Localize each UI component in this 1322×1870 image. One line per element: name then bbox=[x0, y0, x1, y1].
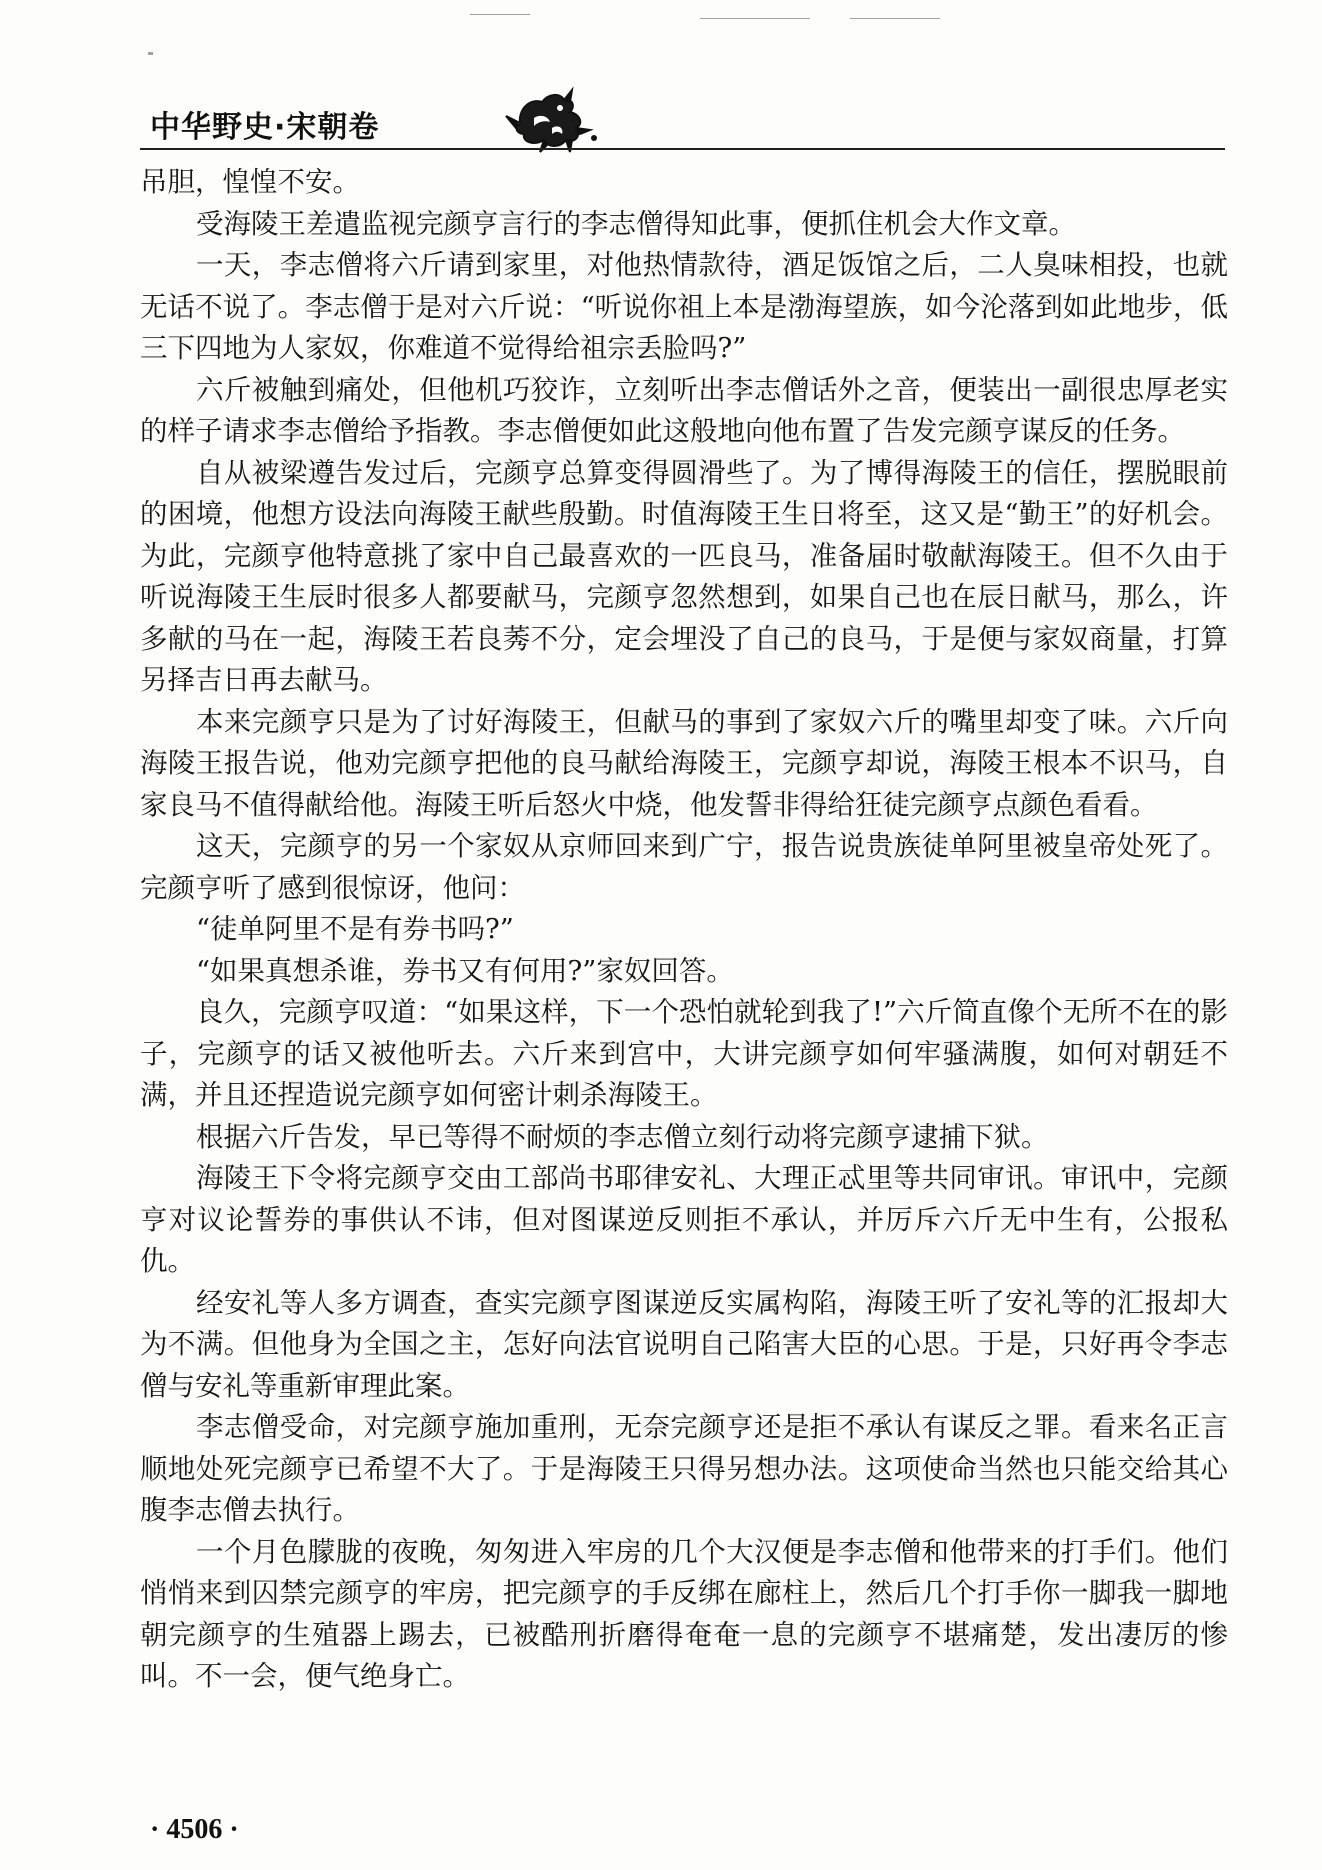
paragraph: 自从被梁遵告发过后，完颜亨总算变得圆滑些了。为了博得海陵王的信任，摆脱眼前的困境，他想方设法向海陵王献些殷勤。时值海陵王生日将至，这又是“勤王”的好机会。为此，完颜亨他特意挑了家中自己最喜欢的一匹良马，准备届时敬献海陵王。但不久由于听说海陵王生辰时很多人都要献马，完颜亨忽然想到，如果自己也在辰日献马，那么，许多献的马在一起，海陵王若良莠不分，定会埋没了自己的良马，于是便与家奴商量，打算另择吉日再去献马。 bbox=[140, 456, 1228, 696]
page-number: · 4506 · bbox=[150, 1814, 239, 1845]
paragraph: 六斤被触到痛处，但他机巧狡诈，立刻听出李志僧话外之音，便装出一副很忠厚老实的样子请求李志僧给予指教。李志僧便如此这般地向他布置了告发完颜亨谋反的任务。 bbox=[140, 373, 1228, 447]
paragraph: 一个月色朦胧的夜晚，匆匆进入牢房的几个大汉便是李志僧和他带来的打手们。他们悄悄来到囚禁完颜亨的牢房，把完颜亨的手反绑在廊柱上，然后几个打手你一脚我一脚地朝完颜亨的生殖器上踢去，已被酷刑折磨得奄奄一息的完颜亨不堪痛楚，发出凄厉的惨叫。不一会，便气绝身亡。 bbox=[140, 1535, 1228, 1692]
book-title: 中华野史·宋朝卷 bbox=[150, 110, 380, 145]
scan-speck bbox=[700, 18, 810, 19]
scan-speck bbox=[850, 18, 940, 19]
dragon-emblem-icon bbox=[490, 84, 600, 156]
dragon-emblem-svg bbox=[490, 84, 600, 156]
paragraph: “如果真想杀谁，券书又有何用?”家奴回答。 bbox=[196, 954, 734, 987]
page-header bbox=[140, 78, 1230, 158]
paragraph: 一天，李志僧将六斤请到家里，对他热情款待，酒足饭馆之后，二人臭味相投，也就无话不说了。李志僧于是对六斤说：“听说你祖上本是渤海望族，如今沦落到如此地步，低三下四地为人家奴，你难道不觉得给祖宗丢脸吗?” bbox=[140, 249, 1228, 364]
scan-speck bbox=[148, 52, 153, 55]
paragraph: “徒单阿里不是有券书吗?” bbox=[196, 913, 514, 945]
paragraph: 海陵王下令将完颜亨交由工部尚书耶律安礼、大理正忒里等共同审讯。审讯中，完颜亨对议论誓券的事供认不讳，但对图谋逆反则拒不承认，并厉斥六斤无中生有，公报私仇。 bbox=[140, 1162, 1228, 1277]
paragraph: 受海陵王差遣监视完颜亨言行的李志僧得知此事，便抓住机会大作文章。 bbox=[196, 207, 1076, 240]
paragraph: 吊胆，惶惶不安。 bbox=[140, 166, 360, 198]
paragraph: 本来完颜亨只是为了讨好海陵王，但献马的事到了家奴六斤的嘴里却变了味。六斤向海陵王报告说，他劝完颜亨把他的良马献给海陵王，完颜亨却说，海陵王根本不识马，自家良马不值得献给他。海陵王听后怒火中烧，他发誓非得给狂徒完颜亨点颜色看看。 bbox=[140, 705, 1228, 821]
paragraph: 经安礼等人多方调查，查实完颜亨图谋逆反实属构陷，海陵王听了安礼等的汇报却大为不满。但他身为全国之主，怎好向法官说明自己陷害大臣的心思。于是，只好再令李志僧与安礼等重新审理此案。 bbox=[140, 1286, 1228, 1402]
article-body bbox=[140, 162, 1228, 1698]
paragraph: 良久，完颜亨叹道：“如果这样，下一个恐怕就轮到我了!”六斤简直像个无所不在的影子，完颜亨的话又被他听去。六斤来到宫中，大讲完颜亨如何牢骚满腹，如何对朝廷不满，并且还捏造说完颜亨如何密计刺杀海陵王。 bbox=[140, 996, 1228, 1111]
header-rule bbox=[140, 148, 1225, 150]
paragraph: 李志僧受命，对完颜亨施加重刑，无奈完颜亨还是拒不承认有谋反之罪。看来名正言顺地处死完颜亨已希望不大了。于是海陵王只得另想办法。这项使命当然也只能交给其心腹李志僧去执行。 bbox=[140, 1411, 1228, 1526]
scan-speck bbox=[470, 14, 530, 15]
paragraph: 这天，完颜亨的另一个家奴从京师回来到广宁，报告说贵族徒单阿里被皇帝处死了。完颜亨听了感到很惊讶，他问： bbox=[140, 830, 1228, 904]
paragraph: 根据六斤告发，早已等得不耐烦的李志僧立刻行动将完颜亨逮捕下狱。 bbox=[196, 1120, 1049, 1153]
